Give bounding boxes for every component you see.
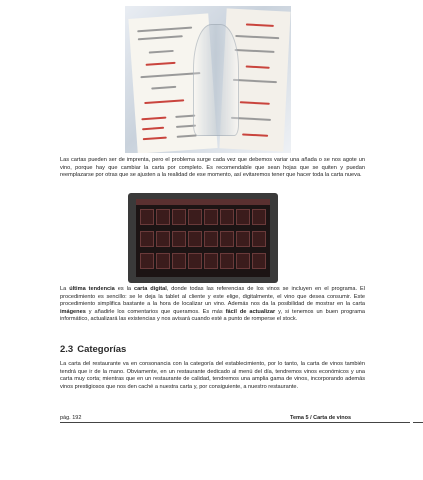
section-number: 2.3 (60, 344, 74, 355)
chapter-title: Tema 5 / Carta de vinos (290, 415, 352, 421)
tablet-screen (136, 199, 270, 277)
paragraph-categories: La carta del restaurante va en consonancia con la categoría del establecimiento, por lo tanto, la carta de vinos también tendrá que ir de la mano. Obviamente, en un restaurante dedicado al menú del día, tendremos vinos económicos y una carta muy corta; mientras que en un restaurante de calidad, tendremos una amplia gama de vinos, incorporando además vinos prestigiosos que nos den caché a nuestra carta y, por consiguiente, a nuestro restaurante. (60, 361, 365, 390)
section-heading (60, 344, 126, 355)
page-number: pág. 192 (60, 415, 82, 421)
footer-rule-end (413, 422, 423, 423)
paragraph-printed-menus: Las cartas pueden ser de imprenta, pero el problema surge cada vez que debemos variar una añada o se nos agote un vino, porque hay que cambiar la carta por completo. Es recomendable que sean hojas que se quiten y puedan reemplazarse por otras que se ajusten a la realidad de ese momento, así evitaremos tener que hacer toda la carta nueva. (60, 157, 365, 179)
section-title: Categorías (77, 344, 127, 355)
footer-rule (60, 422, 410, 423)
paragraph-digital-menu: La última tendencia es la carta digital, donde todas las referencias de los vinos se incluyen en el programa. El procedimiento es sencillo: se le deja la tablet al cliente y este elige, digitalmente, el vino que desea consumir. Este procedimiento simplifica bastante a la hora de localizar un vino. Además nos da la posibilidad de mostrar en la carta imágenes y añadirle los comentarios que queramos. Es más fácil de actualizar y, si tenemos un buen programa informático, actualizará las existencias y nos avisará cuando esté a punto de romperse el stock. (60, 286, 365, 323)
wine-glass (193, 24, 239, 136)
wine-menu-photo (125, 6, 291, 153)
tablet-tab-bar (136, 199, 270, 205)
wine-tablet-photo (128, 193, 278, 283)
